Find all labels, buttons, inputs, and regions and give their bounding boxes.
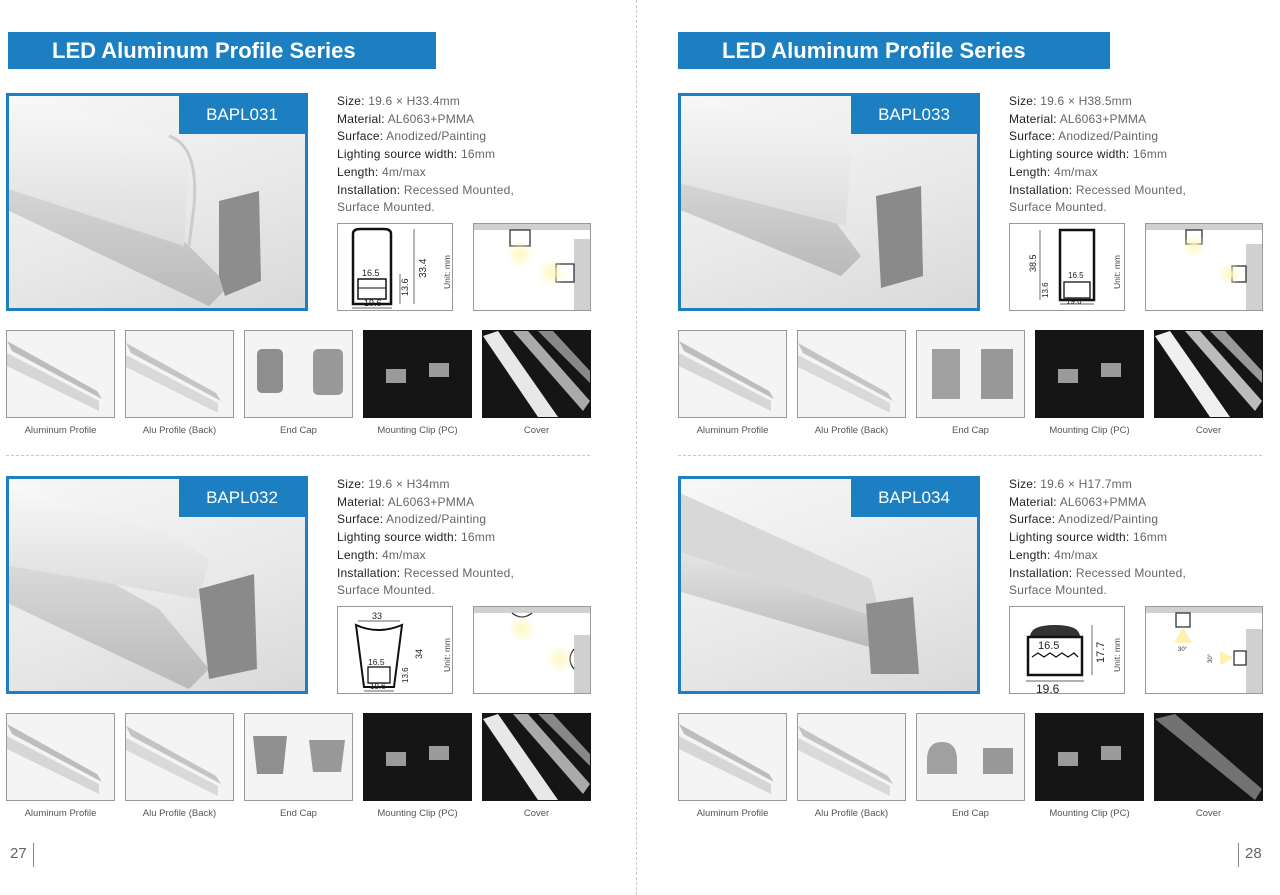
spec-material: Material: AL6063+PMMA [1009,494,1147,509]
catalog-page-28 [640,0,1280,895]
product-photo [678,93,980,311]
thumb-aluminum-profile: Aluminum Profile [678,713,787,823]
spec-list [337,93,577,217]
thumb-aluminum-profile: Aluminum Profile [678,330,787,440]
spec-lighting-width: Lighting source width: 16mm [1009,147,1168,162]
svg-text:16.5: 16.5 [368,657,385,667]
spec-installation: Installation: Recessed Mounted, [337,565,514,580]
component-thumbnails [6,330,596,440]
spec-length: Length: 4m/max [337,164,426,179]
spec-surface: Surface: Anodized/Painting [337,512,487,527]
product-section-bapl032 [6,476,616,846]
thumb-mounting-clip: Mounting Clip (PC) [363,713,472,823]
svg-text:13.6: 13.6 [400,278,410,296]
cross-section-diagram [1009,223,1125,311]
svg-text:19.6: 19.6 [1066,297,1082,306]
installation-diagram [473,606,591,694]
svg-text:33.4: 33.4 [418,258,429,278]
svg-text:16.5: 16.5 [1068,271,1084,280]
spec-installation: Installation: Recessed Mounted, [1009,182,1186,197]
svg-text:Unit: mm: Unit: mm [442,255,452,289]
thumb-end-cap: End Cap [916,713,1025,823]
installation-diagram [473,223,591,311]
svg-text:Unit: mm: Unit: mm [1112,255,1122,289]
spec-lighting-width: Lighting source width: 16mm [1009,530,1168,545]
thumb-alu-profile-back: Alu Profile (Back) [125,330,234,440]
svg-text:19.6: 19.6 [1036,682,1060,693]
svg-text:34: 34 [414,648,424,659]
spec-size: Size: 19.6 × H34mm [337,477,450,491]
svg-text:17.7: 17.7 [1095,641,1107,663]
spec-installation-2: Surface Mounted. [1009,583,1107,598]
spec-installation-2: Surface Mounted. [1009,200,1107,215]
spec-lighting-width: Lighting source width: 16mm [337,530,496,545]
spec-material: Material: AL6063+PMMA [337,494,475,509]
product-code-tag: BAPL033 [851,96,977,134]
section-divider [6,455,590,456]
spec-list [1009,476,1249,600]
spec-size: Size: 19.6 × H38.5mm [1009,94,1133,108]
product-code-tag: BAPL034 [851,479,977,517]
product-photo [678,476,980,694]
spec-surface: Surface: Anodized/Painting [337,129,487,144]
svg-text:38.5: 38.5 [1028,254,1038,272]
section-divider [678,455,1262,456]
thumb-end-cap: End Cap [244,713,353,823]
spec-size: Size: 19.6 × H17.7mm [1009,477,1133,491]
product-photo [6,476,308,694]
spec-surface: Surface: Anodized/Painting [1009,512,1159,527]
component-thumbnails [678,713,1268,823]
svg-text:16.5: 16.5 [1038,640,1060,652]
product-section-bapl034 [678,476,1280,846]
installation-diagram [1145,223,1263,311]
cross-section-diagram [337,606,453,694]
component-thumbnails [678,330,1268,440]
spec-installation: Installation: Recessed Mounted, [337,182,514,197]
svg-text:33: 33 [372,611,383,621]
thumb-alu-profile-back: Alu Profile (Back) [797,330,906,440]
product-section-bapl033 [678,93,1280,463]
product-section-bapl031 [6,93,616,463]
spec-length: Length: 4m/max [337,547,426,562]
spec-material: Material: AL6063+PMMA [1009,111,1147,126]
page-number: 27 [10,843,34,867]
spec-size: Size: 19.6 × H33.4mm [337,94,461,108]
spec-installation-2: Surface Mounted. [337,583,435,598]
spec-list [337,476,577,600]
svg-text:19.6: 19.6 [364,298,382,308]
thumb-cover: Cover [482,330,591,440]
thumb-cover: Cover [1154,713,1263,823]
thumb-aluminum-profile: Aluminum Profile [6,330,115,440]
thumb-mounting-clip: Mounting Clip (PC) [363,330,472,440]
thumb-aluminum-profile: Aluminum Profile [6,713,115,823]
thumb-cover: Cover [1154,330,1263,440]
spec-list [1009,93,1249,217]
thumb-mounting-clip: Mounting Clip (PC) [1035,713,1144,823]
svg-text:Unit: mm: Unit: mm [442,638,452,672]
svg-text:13.6: 13.6 [401,667,410,683]
product-code-tag: BAPL031 [179,96,305,134]
cross-section-diagram [1009,606,1125,694]
spec-length: Length: 4m/max [1009,164,1098,179]
svg-text:19.6: 19.6 [370,682,386,691]
spec-surface: Surface: Anodized/Painting [1009,129,1159,144]
spec-lighting-width: Lighting source width: 16mm [337,147,496,162]
component-thumbnails [6,713,596,823]
installation-diagram [1145,606,1263,694]
product-code-tag: BAPL032 [179,479,305,517]
svg-text:13.6: 13.6 [1041,282,1050,298]
spec-material: Material: AL6063+PMMA [337,111,475,126]
series-title-banner: LED Aluminum Profile Series [8,32,436,69]
spec-installation-2: Surface Mounted. [337,200,435,215]
svg-text:16.5: 16.5 [362,268,380,278]
product-photo [6,93,308,311]
page-number: 28 [1238,843,1262,867]
svg-text:30°: 30° [1178,647,1188,653]
thumb-end-cap: End Cap [916,330,1025,440]
thumb-end-cap: End Cap [244,330,353,440]
cross-section-diagram [337,223,453,311]
spec-installation: Installation: Recessed Mounted, [1009,565,1186,580]
series-title-banner: LED Aluminum Profile Series [678,32,1110,69]
thumb-alu-profile-back: Alu Profile (Back) [125,713,234,823]
thumb-mounting-clip: Mounting Clip (PC) [1035,330,1144,440]
thumb-cover: Cover [482,713,591,823]
thumb-alu-profile-back: Alu Profile (Back) [797,713,906,823]
svg-text:30°: 30° [1208,653,1214,663]
spec-length: Length: 4m/max [1009,547,1098,562]
svg-text:Unit: mm: Unit: mm [1112,638,1122,672]
